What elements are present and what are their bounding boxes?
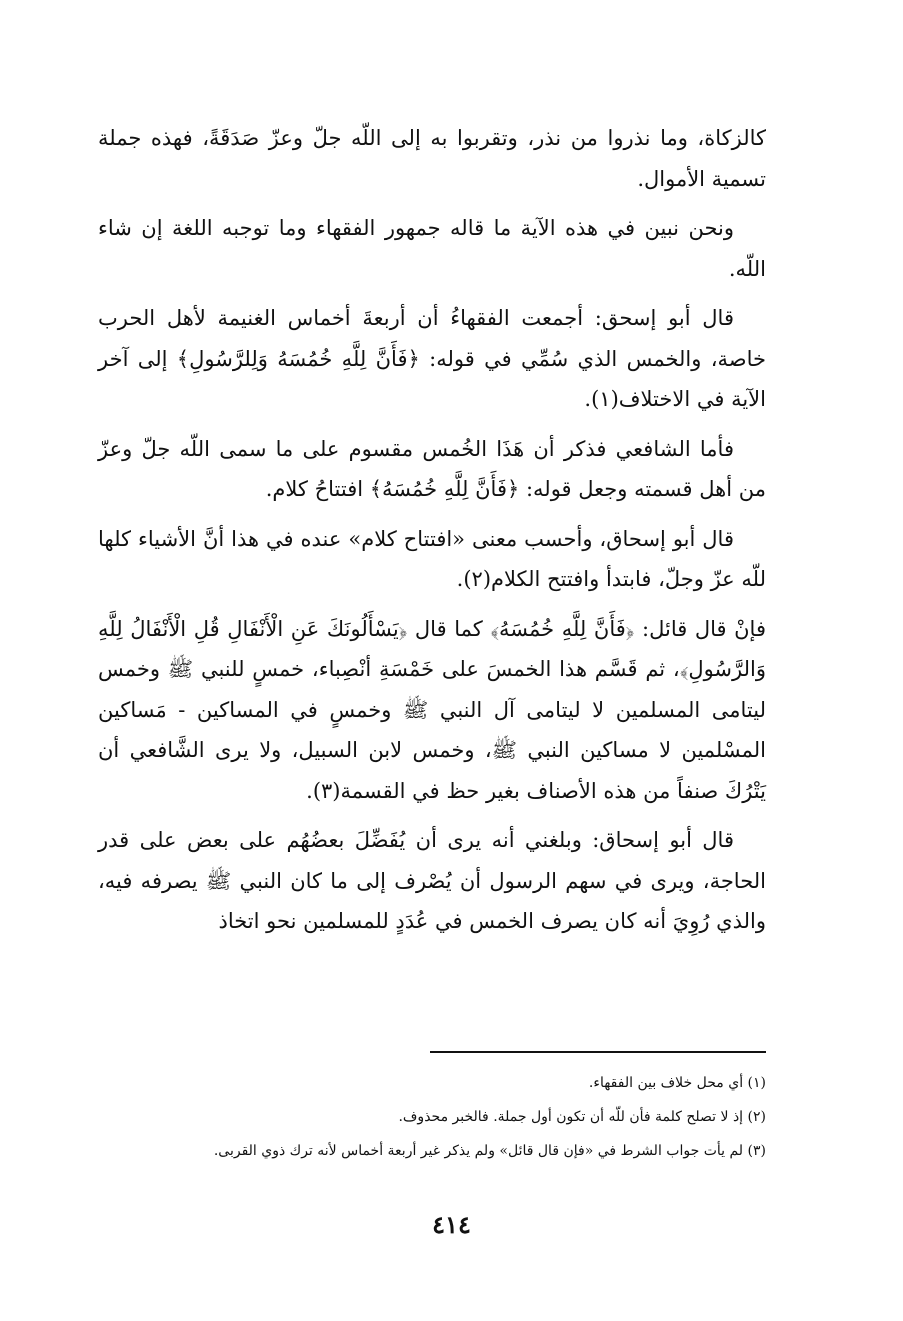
page-body — [98, 118, 766, 951]
paragraph-6: فإنْ قال قائل: ﴿فَأَنَّ لِلَّهِ خُمُسَهُ﴾ كما قال ﴿يَسْأَلُونَكَ عَنِ الْأَنْفَالِ قُلِ الْأَنْفَالُ لِلَّهِ وَالرَّسُولِ﴾، ثم قَسَّم هذا الخمسَ على خَمْسَةِ أنْصِباء، خمسٍ للنبي ﷺ وخمس ليتامى المسلمين لا ليتامى آل النبي ﷺ وخمسٍ في المساكين - مَساكين المسْلمين لا مساكين النبي ﷺ، وخمس لابن السبيل، ولا يرى الشَّافعي أن يَتْرُكَ صنفاً من هذه الأصناف بغير حظ في القسمة(٣). — [98, 616, 766, 803]
paragraph-5: قال أبو إسحاق، وأحسب معنى «افتتاح كلام» عنده في هذا أنَّ الأشياء كلها للّه عزّ وجلّ، فابتدأ وافتتح الكلام(٢). — [98, 526, 766, 591]
main-text — [98, 118, 766, 942]
footnotes — [98, 1066, 766, 1168]
footnote-2: (٢) إذ لا تصلح كلمة فأن للّه أن تكون أول جملة. فالخبر محذوف. — [398, 1109, 766, 1125]
paragraph-7: قال أبو إسحاق: وبلغني أنه يرى أن يُفَضِّلَ بعضُهُم على بعض على قدر الحاجة، ويرى في سهم الرسول أن يُصْرف إلى ما كان النبي ﷺ يصرفه فيه، والذي رُوِيَ أنه كان يصرف الخمس في عُدَدٍ للمسلمين نحو اتخاذ — [98, 828, 766, 933]
paragraph-2: ونحن نبين في هذه الآية ما قاله جمهور الفقهاء وما توجبه اللغة إن شاء اللّه. — [98, 216, 766, 281]
paragraph-3: قال أبو إسحق: أجمعت الفقهاءُ أن أربعةَ أخماس الغنيمة لأهل الحرب خاصة، والخمس الذي سُمِّي في قوله: ﴿فَأَنَّ لِلَّهِ خُمُسَهُ وَلِلرَّسُولِ﴾ إلى آخر الآية في الاختلاف(١). — [98, 306, 766, 411]
footnote-separator — [430, 1051, 766, 1053]
paragraph-4: فأما الشافعي فذكر أن هَذَا الخُمس مقسوم على ما سمى اللّه جلّ وعزّ من أهل قسمته وجعل قوله: ﴿فَأَنَّ لِلَّهِ خُمُسَهُ﴾ افتتاحُ كلام. — [98, 436, 766, 501]
paragraph-1: كالزكاة، وما نذروا من نذر، وتقربوا به إلى اللّه جلّ وعزّ صَدَقَةً، فهذه جملة تسمية الأموال. — [98, 126, 766, 191]
footnote-1: (١) أي محل خلاف بين الفقهاء. — [588, 1075, 766, 1091]
footnote-3: (٣) لم يأت جواب الشرط في «فإن قال قائل» ولم يذكر غير أربعة أخماس لأنه ترك ذوي القربى. — [213, 1143, 766, 1159]
page-number: ٤١٤ — [432, 1210, 471, 1239]
